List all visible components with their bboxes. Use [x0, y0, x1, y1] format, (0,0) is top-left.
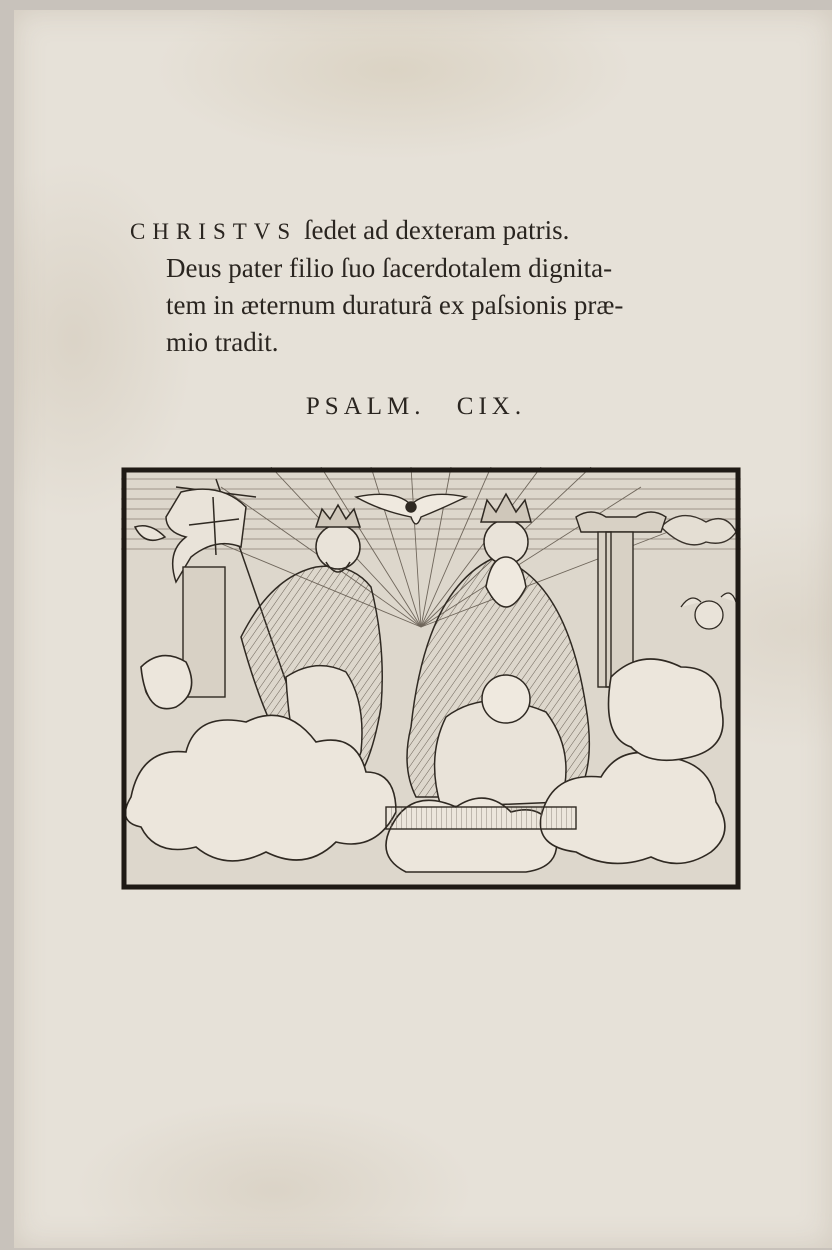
woodcut-svg: [121, 467, 741, 890]
footstool: [386, 807, 576, 829]
caption-line-3: tem in æternum duraturã ex paſsionis præ-: [166, 290, 624, 320]
psalm-label: PSALM.: [305, 393, 426, 420]
caption-line-1: [130, 212, 770, 250]
caption-line-1-text: ſedet ad dexteram patris.: [303, 215, 570, 245]
woodcut-illustration: [121, 467, 741, 890]
caption-line-2: Deus pater filio ſuo ſacerdotalem dignita-: [166, 253, 613, 283]
caption-lead-word: CHRISTVS: [130, 219, 298, 244]
psalm-heading: [0, 393, 832, 421]
psalm-number: CIX.: [456, 393, 527, 420]
caption-line-4: mio tradit.: [166, 327, 279, 357]
woodcut-caption: [130, 212, 770, 361]
